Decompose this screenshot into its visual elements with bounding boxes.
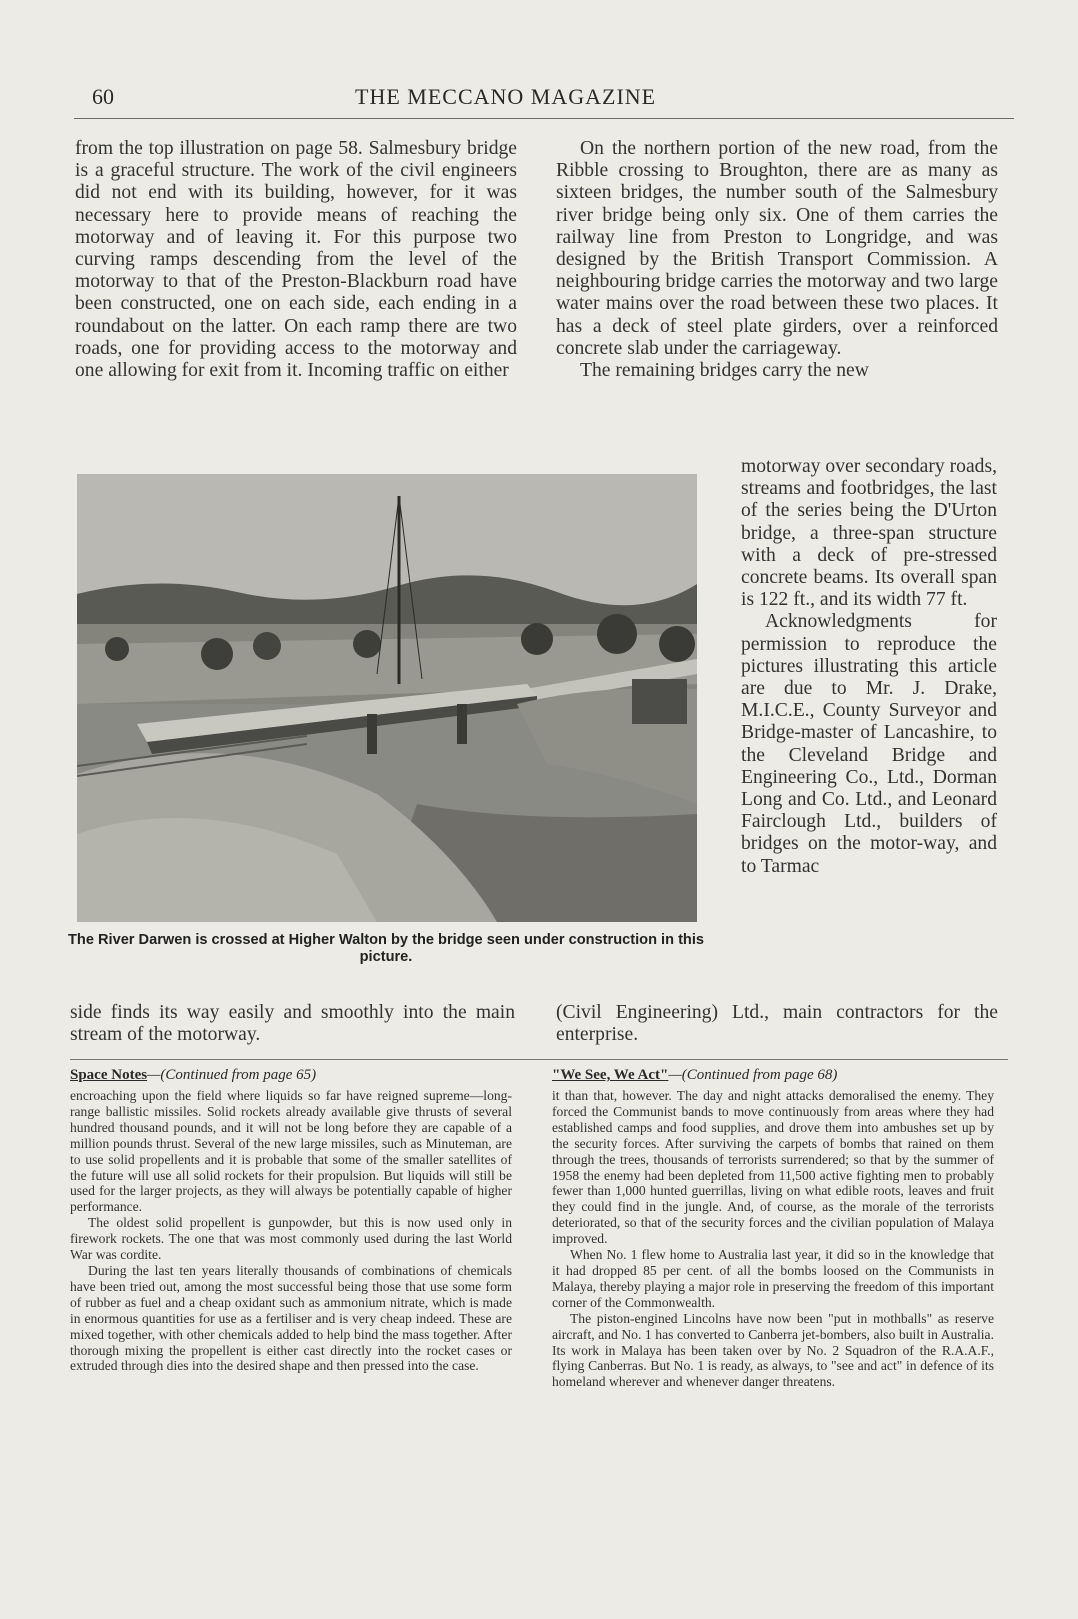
article-paragraph: The remaining bridges carry the new [580, 360, 869, 382]
space-notes-title: Space Notes [70, 1067, 148, 1083]
header-rule [74, 118, 1014, 119]
article-paragraph: from the top illustration on page 58. Salmesbury bridge is a graceful structure. The work of the civil engineers did not end with its building, however, for it was necessary here to provide means of reaching the motorway and of leaving it. For this purpose two curving ramps descending from the level of the motorway to that of the Preston-Blackburn road have been constructed, one on each side, each ending in a roundabout on the latter. On each ramp there are two roads, one for providing access to the motorway and one allowing for exit from it. Incoming traffic on either [75, 138, 517, 382]
article-paragraph: On the northern portion of the new road, from the Ribble crossing to Broughton, there are as many as sixteen bridges, the number south of the Salmesbury river bridge being only six. One of them carries the railway line from Preston to Longridge, and was designed by the British Transport Commission. A neighbouring bridge carries the motorway and two large water mains over the road between these two places. It has a deck of steel plate girders, over a reinforced concrete slab under the carriageway. [556, 138, 998, 359]
we-see-title: "We See, We Act" [552, 1067, 669, 1083]
article-column-right-top [556, 138, 998, 382]
article-paragraph: motorway over secondary roads, streams and footbridges, the last of the series being the D'Urton bridge, a three-span structure with a deck of pre-stressed concrete beams. Its overall span is 122 ft., and its width 77 ft. [741, 456, 997, 611]
article-column-left-bottom [70, 1002, 515, 1046]
space-notes-continued: —(Continued from page 65) [147, 1067, 317, 1083]
magazine-title: THE MECCANO MAGAZINE [355, 84, 657, 109]
we-see-continued: —(Continued from page 68) [668, 1067, 838, 1083]
article-column-right-wrap [741, 456, 997, 878]
bridge-construction-photo [77, 474, 697, 922]
space-notes-body [70, 1088, 512, 1374]
we-see-paragraph: When No. 1 flew home to Australia last year, it did so in the knowledge that it had dropped 85 per cent. of all the bombs loosed on the Communists in Malaya, thereby playing a major role in preserving the freedom of this important corner of the Commonwealth. [552, 1247, 994, 1310]
article-paragraph: Acknowledgments for permission to reproduce the pictures illustrating this article are due to Mr. J. Drake, M.I.C.E., County Surveyor and Bridge-master of Lancashire, to the Cleveland Bridge and Engineering Co., Ltd., Dorman Long and Co. Ltd., and Leonard Fairclough Ltd., builders of bridges on the motor-way, and to Tarmac [741, 611, 997, 877]
article-paragraph: (Civil Engineering) Ltd., main contractors for the enterprise. [556, 1002, 998, 1046]
article-column-left-top [75, 138, 517, 382]
we-see-heading [552, 1066, 1002, 1084]
we-see-body [552, 1088, 994, 1390]
we-see-paragraph: The piston-engined Lincolns have now been "put in mothballs" as reserve aircraft, and No. 1 has converted to Canberra jet-bombers, also built in Australia. Its work in Malaya has been taken over by No. 2 Squadron of the R.A.A.F., flying Canberras. But No. 1 is ready, as always, to "see and act" in defence of its homeland wherever and whenever danger threatens. [552, 1310, 994, 1390]
space-notes-paragraph: encroaching upon the field where liquids so far have reigned supreme—long-range ballistic missiles. Solid rockets already available give thrusts of several hundred thousand pounds, and it will not be long before they are capable of a million pounds thrust. Several of the new large missiles, such as Minuteman, are to use solid propellents and it is probable that some of the smaller satellites of the future will use all solid rockets for their propulsion. But liquids will still be used for the larger projects, as they will always be potentially capable of higher performance. [70, 1088, 512, 1215]
page-number: 60 [92, 84, 114, 109]
space-notes-paragraph: During the last ten years literally thousands of combinations of chemicals have been tried out, among the most successful being those that use some form of rubber as fuel and a cheap oxidant such as ammonium nitrate, which is made in enormous quantities for use as a fertiliser and is very cheap indeed. These are mixed together, with other chemicals added to help bind the mass together. After thorough mixing the propellent is either cast directly into the rocket cases or extruded through dies into the desired shape and then pressed into the case. [70, 1262, 512, 1374]
we-see-paragraph: it than that, however. The day and night attacks demoralised the enemy. They forced the Communist bands to move continuously from areas where they had established camps and food supplies, and drove them into ambushes set up by the security forces. After surviving the carpets of bombs that rained on them through the trees, thousands of terrorists surrendered; so that by the summer of 1958 the enemy had been depleted from 11,500 active fighting men to probably fewer than 1,000 hunted guerrillas, living on what edible roots, leaves and fruit they could find in the jungle. And, of course, as the morale of the terrorists deteriorated, so that of the security forces and the civilian population of Malaya improved. [552, 1088, 994, 1247]
space-notes-paragraph: The oldest solid propellent is gunpowder, but this is now used only in firework rockets. The one that was most commonly used during the last World War was cordite. [70, 1215, 512, 1263]
photo-caption: The River Darwen is crossed at Higher Walton by the bridge seen under construction in this picture. [67, 932, 705, 965]
article-column-right-bottom [556, 1002, 998, 1046]
space-notes-heading [70, 1066, 520, 1084]
article-paragraph: side finds its way easily and smoothly into the main stream of the motorway. [70, 1002, 515, 1046]
section-divider [70, 1059, 1008, 1060]
